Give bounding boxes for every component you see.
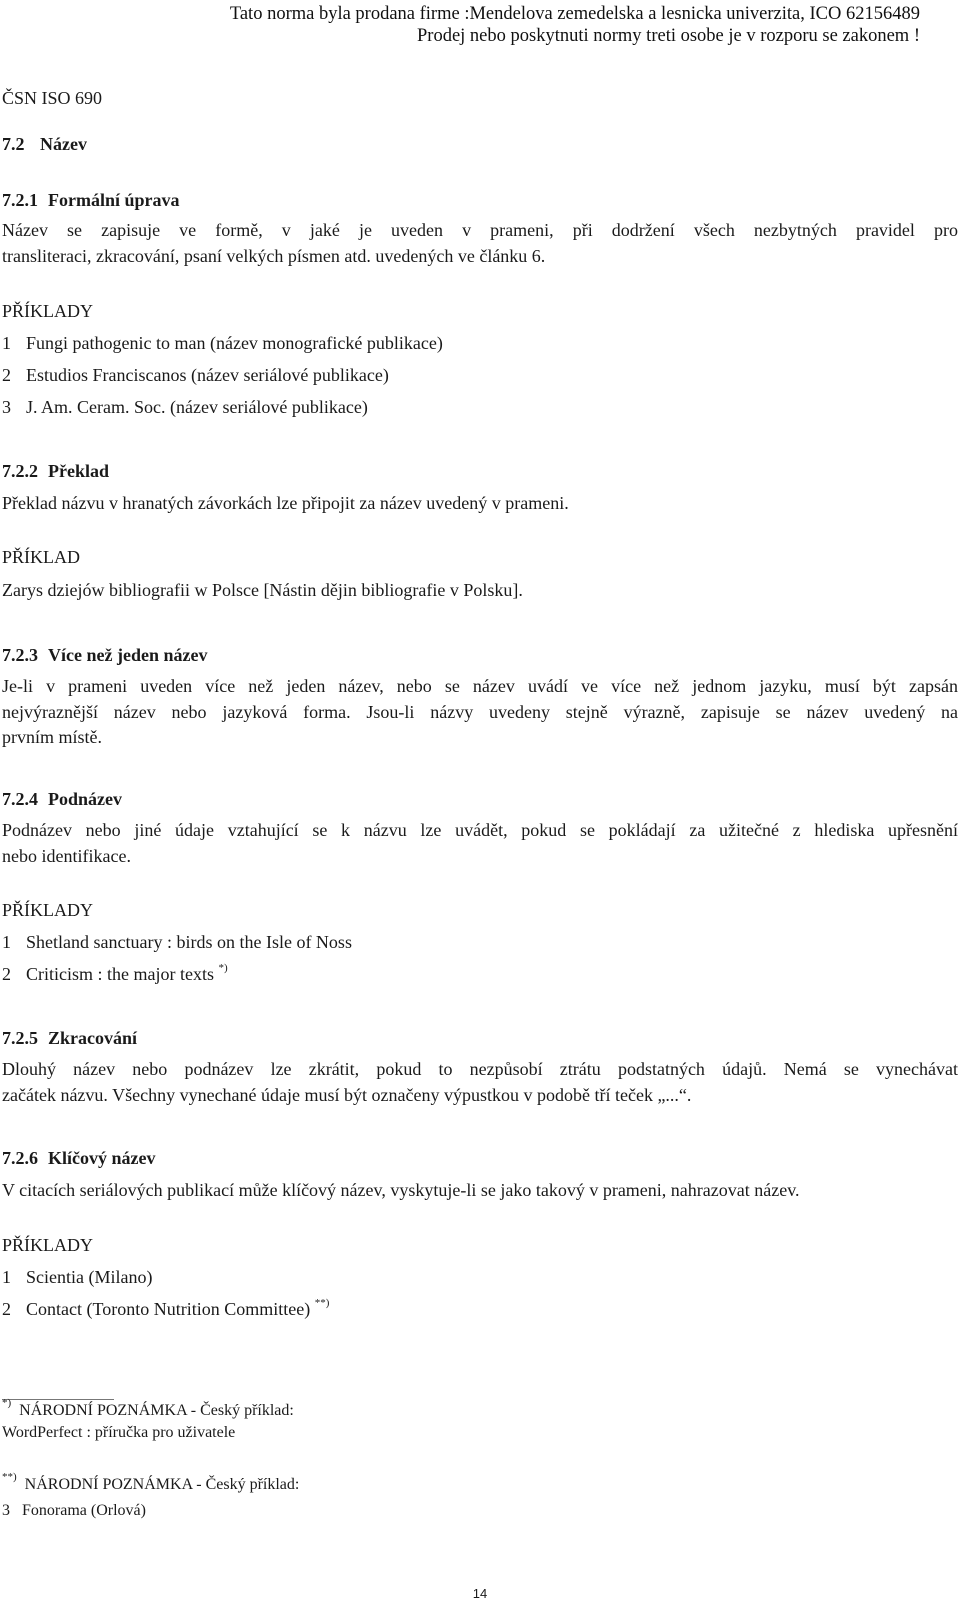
footnote-reference[interactable]: **) (314, 1297, 330, 1309)
example-text: Shetland sanctuary : birds on the Isle of Noss (26, 932, 352, 952)
subsection-title: Formální úprava (48, 190, 180, 210)
license-notice-line-1: Tato norma byla prodana firme :Mendelova zemedelska a lesnicka univerzita, ICO 62156489 (229, 4, 920, 24)
paragraph-line: Podnázev nebo jiné údaje vztahující se k názvu lze uvádět, pokud se pokládají za užitečné z hlediska upřesnění (2, 820, 958, 840)
paragraph-7-2-2: Překlad názvu v hranatých závorkách lze připojit za název uvedený v prameni. (2, 493, 569, 513)
subsection-title: Klíčový název (48, 1148, 156, 1168)
example-text: Scientia (Milano) (26, 1267, 153, 1287)
example-number: 3 (2, 397, 11, 417)
paragraph-line: prvním místě. (2, 727, 102, 747)
subsection-title: Více než jeden název (48, 645, 208, 665)
example-number: 2 (2, 365, 11, 385)
subsection-heading-7-2-5 (2, 1026, 137, 1051)
examples-label: PŘÍKLADY (2, 301, 94, 321)
example-text: Criticism : the major texts (26, 964, 214, 984)
standard-id: ČSN ISO 690 (2, 88, 103, 108)
footnote-title: NÁRODNÍ POZNÁMKA - Český příklad: (19, 1402, 294, 1419)
subsection-number: 7.2.5 (2, 1028, 38, 1048)
examples-label: PŘÍKLADY (2, 1235, 94, 1255)
paragraph-7-2-1 (2, 218, 958, 269)
footnote-body: 3 Fonorama (Orlová) (2, 1502, 146, 1519)
subsection-title: Podnázev (48, 789, 122, 809)
example-number: 2 (2, 1299, 11, 1319)
page-number: 14 (472, 1586, 488, 1601)
example-number: 1 (2, 1267, 11, 1287)
example-number: 1 (2, 333, 11, 353)
subsection-title: Překlad (48, 461, 109, 481)
subsection-title: Zkracování (48, 1028, 138, 1048)
example-number: 2 (2, 964, 11, 984)
subsection-number: 7.2.6 (2, 1148, 38, 1168)
example-item (2, 1297, 329, 1322)
example-item (2, 331, 443, 356)
example-number: 1 (2, 932, 11, 952)
example-label: PŘÍKLAD (2, 547, 81, 567)
example-text: Contact (Toronto Nutrition Committee) (26, 1299, 311, 1319)
section-number: 7.2 (2, 134, 25, 154)
paragraph-line: Název se zapisuje ve formě, v jaké je uveden v prameni, při dodržení všech nezbytných pravidel pro (2, 220, 958, 240)
paragraph-7-2-4 (2, 818, 958, 869)
example-item (2, 363, 389, 388)
paragraph-7-2-5 (2, 1057, 958, 1108)
example-item (2, 1265, 152, 1290)
example-text: J. Am. Ceram. Soc. (název seriálové publikace) (26, 397, 368, 417)
subsection-heading-7-2-1 (2, 188, 180, 213)
subsection-heading-7-2-2 (2, 459, 109, 484)
footnote (2, 1397, 294, 1422)
footnote (2, 1471, 300, 1496)
subsection-number: 7.2.4 (2, 789, 38, 809)
subsection-number: 7.2.3 (2, 645, 38, 665)
subsection-heading-7-2-3 (2, 643, 207, 668)
section-heading-7-2 (2, 132, 87, 157)
section-title: Název (40, 134, 87, 154)
example-text: Zarys dziejów bibliografii w Polsce [Nástin dějin bibliografie v Polsku]. (2, 580, 523, 600)
subsection-number: 7.2.1 (2, 190, 38, 210)
paragraph-line: transliteraci, zkracování, psaní velkých písmen atd. uvedených ve článku 6. (2, 245, 546, 266)
paragraph-line: začátek názvu. Všechny vynechané údaje musí být označeny výpustkou v podobě tří teček „...“. (2, 1084, 692, 1105)
subsection-number: 7.2.2 (2, 461, 38, 481)
paragraph-7-2-6: V citacích seriálových publikací může klíčový název, vyskytuje-li se jako takový v prameni, nahrazovat název. (2, 1180, 800, 1200)
example-text: Estudios Franciscanos (název seriálové publikace) (26, 365, 389, 385)
example-item (2, 930, 352, 955)
paragraph-7-2-3 (2, 674, 958, 751)
subsection-heading-7-2-6 (2, 1146, 155, 1171)
paragraph-line: Je-li v prameni uveden více než jeden název, nebo se název uvádí ve více než jednom jazyku, musí být zapsán (2, 676, 958, 696)
license-notice-line-2: Prodej nebo poskytnuti normy treti osobe je v rozporu se zakonem ! (417, 26, 920, 46)
footnote-reference[interactable]: *) (218, 962, 228, 974)
examples-label: PŘÍKLADY (2, 900, 94, 920)
paragraph-line: nebo identifikace. (2, 845, 131, 866)
footnote-body: WordPerfect : příručka pro uživatele (2, 1424, 236, 1441)
footnote-mark: **) (2, 1471, 17, 1483)
example-text: Fungi pathogenic to man (název monografické publikace) (26, 333, 443, 353)
example-item (2, 962, 228, 987)
footnote-mark: *) (2, 1397, 12, 1409)
subsection-heading-7-2-4 (2, 787, 122, 812)
example-item (2, 395, 368, 420)
paragraph-line: Dlouhý název nebo podnázev lze zkrátit, pokud to nezpůsobí ztrátu podstatných údajů. Nemá se vynechávat (2, 1059, 958, 1079)
footnote-title: NÁRODNÍ POZNÁMKA - Český příklad: (24, 1476, 300, 1493)
paragraph-line: nejvýraznější název nebo jazyková forma. Jsou-li názvy uvedeny stejně výrazně, zapisuje se název uvedený na (2, 701, 958, 722)
